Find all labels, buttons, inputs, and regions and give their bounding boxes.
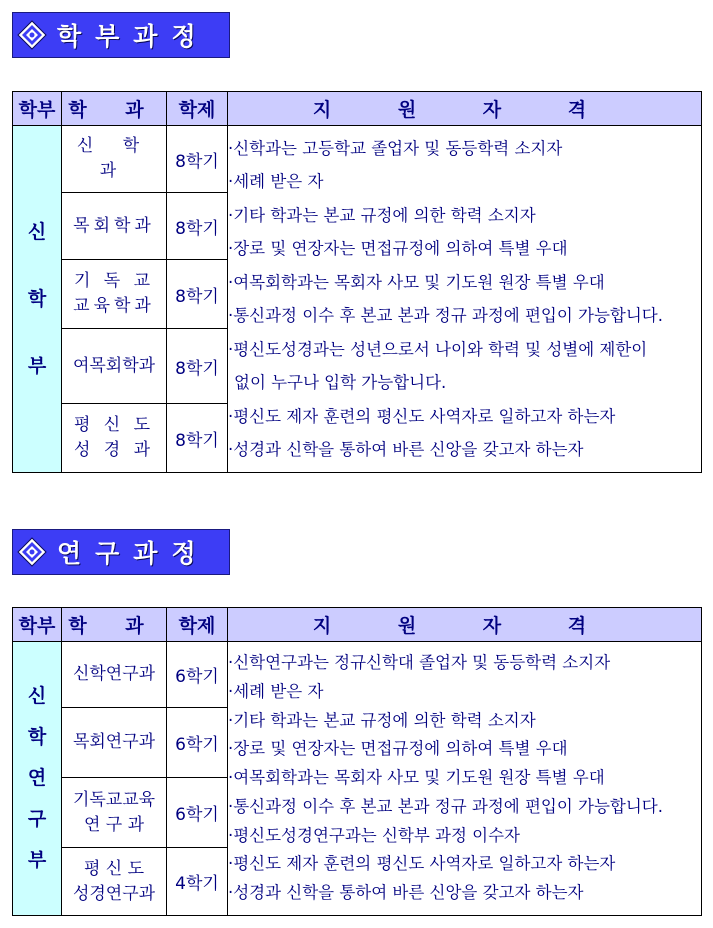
dept-cell: 평 신 도 성경연구과 — [62, 848, 167, 916]
header-qualifications: 지 원 자 격 — [228, 608, 702, 642]
faculty-char: 신 — [27, 685, 47, 707]
qualification-line: ·통신과정 이수 후 본교 본과 정규 과정에 편입이 가능합니다. — [228, 796, 663, 816]
table-header-row — [13, 608, 702, 642]
faculty-char: 신 — [27, 220, 47, 243]
section-header-graduate — [12, 529, 230, 575]
qualification-line: ·장로 및 연장자는 면접규정에 의하여 특별 우대 — [228, 739, 568, 759]
faculty-cell — [13, 642, 62, 916]
term-cell: 8학기 — [167, 193, 228, 260]
qualification-line: ·평신도성경연구과는 신학부 과정 이수자 — [228, 825, 520, 845]
qualification-line: ·여목회학과는 목회자 사모 및 기도원 원장 특별 우대 — [228, 272, 605, 292]
header-qualifications: 지 원 자 격 — [228, 92, 702, 126]
section-header-undergrad — [12, 12, 230, 58]
qualification-line: ·신학과는 고등학교 졸업자 및 동등학력 소지자 — [228, 138, 563, 158]
header-dept: 학 과 — [62, 608, 167, 642]
term-cell: 8학기 — [167, 260, 228, 329]
header-faculty: 학부 — [13, 92, 62, 126]
dept-cell: 신학연구과 — [62, 642, 167, 708]
dept-cell: 여목회학과 — [62, 329, 167, 404]
dept-cell: 평 신 도 성 경 과 — [62, 404, 167, 473]
qualification-line: ·세례 받은 자 — [228, 172, 324, 191]
faculty-char: 학 — [27, 287, 47, 310]
qualifications-cell — [228, 126, 702, 473]
dept-cell: 신 학 과 — [62, 126, 167, 193]
qualification-line: ·평신도성경과는 성년으로서 나이와 학력 및 성별에 제한이 — [228, 339, 648, 359]
qualification-line: ·기타 학과는 본교 규정에 의한 학력 소지자 — [228, 710, 536, 730]
qualification-line: ·평신도 제자 훈련의 평신도 사역자로 일하고자 하는자 — [228, 854, 616, 874]
graduate-table — [12, 607, 702, 916]
term-cell: 8학기 — [167, 126, 228, 193]
faculty-char: 부 — [27, 354, 47, 377]
term-cell: 8학기 — [167, 404, 228, 473]
header-faculty: 학부 — [13, 608, 62, 642]
qualification-line: ·여목회학과는 목회자 사모 및 기도원 원장 특별 우대 — [228, 768, 605, 788]
qualification-line: ·통신과정 이수 후 본교 본과 정규 과정에 편입이 가능합니다. — [228, 306, 663, 325]
table-row — [13, 126, 702, 193]
qualification-line: ·기타 학과는 본교 규정에 의한 학력 소지자 — [228, 205, 536, 225]
table-row — [13, 642, 702, 708]
table-header-row — [13, 92, 702, 126]
dept-cell: 목회연구과 — [62, 708, 167, 778]
header-term: 학제 — [167, 608, 228, 642]
qualification-line: 없이 누구나 입학 가능합니다. — [234, 373, 447, 392]
dept-cell: 기 독 교 교육학과 — [62, 260, 167, 329]
qualifications-cell — [228, 642, 702, 916]
term-cell: 6학기 — [167, 642, 228, 708]
faculty-cell — [13, 126, 62, 473]
dept-cell: 기독교교육 연 구 과 — [62, 778, 167, 848]
undergrad-table — [12, 91, 702, 473]
header-term: 학제 — [167, 92, 228, 126]
diamond-target-icon — [17, 20, 47, 50]
section-title: 학부과정 — [57, 22, 210, 51]
qualification-line: ·성경과 신학을 통하여 바른 신앙을 갖고자 하는자 — [228, 440, 584, 459]
section-title: 연구과정 — [57, 539, 210, 568]
qualification-line: ·신학연구과는 정규신학대 졸업자 및 동등학력 소지자 — [228, 652, 611, 672]
term-cell: 6학기 — [167, 778, 228, 848]
header-dept: 학 과 — [62, 92, 167, 126]
diamond-target-icon — [17, 537, 47, 567]
faculty-char: 부 — [27, 849, 47, 871]
dept-cell: 목회학과 — [62, 193, 167, 260]
qualification-line: ·성경과 신학을 통하여 바른 신앙을 갖고자 하는자 — [228, 883, 584, 903]
term-cell: 4학기 — [167, 848, 228, 916]
qualification-line: ·세례 받은 자 — [228, 681, 324, 701]
term-cell: 8학기 — [167, 329, 228, 404]
qualification-line: ·장로 및 연장자는 면접규정에 의하여 특별 우대 — [228, 239, 568, 258]
faculty-char: 학 — [27, 726, 47, 748]
faculty-char: 연 — [27, 767, 47, 789]
faculty-char: 구 — [27, 808, 47, 830]
qualification-line: ·평신도 제자 훈련의 평신도 사역자로 일하고자 하는자 — [228, 406, 616, 426]
term-cell: 6학기 — [167, 708, 228, 778]
